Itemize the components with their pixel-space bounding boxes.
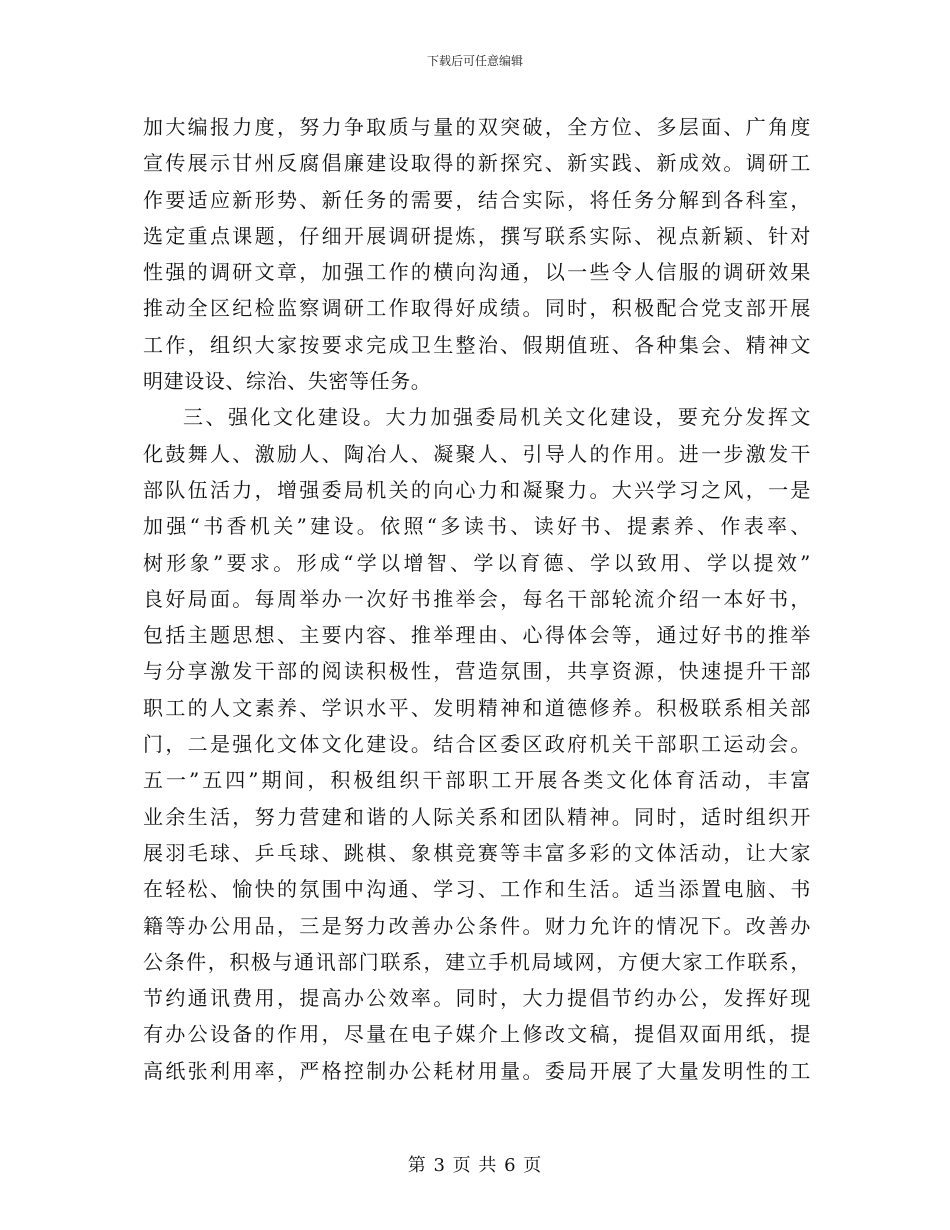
text-line: 性强的调研文章，加强工作的横向沟通，以一些令人信服的调研效果: [143, 260, 811, 285]
text-line: 加大编报力度，努力争取质与量的双突破，全方位、多层面、广角度: [143, 115, 811, 139]
text-line: 节约通讯费用，提高办公效率。同时，大力提倡节约办公，发挥好现: [143, 986, 811, 1011]
text-line: 良好局面。每周举办一次好书推举会，每名干部轮流介绍一本好书，: [143, 586, 811, 611]
text-line: 部队伍活力，增强委局机关的向心力和凝聚力。大兴学习之风，一是: [143, 477, 811, 502]
text-line: 有办公设备的作用，尽量在电子媒介上修改文稿，提倡双面用纸，提: [143, 1022, 811, 1047]
page-header: 下载后可任意编辑: [426, 54, 523, 68]
text-line: 五一”五四”期间，积极组织干部职工开展各类文化体育活动，丰富: [143, 768, 811, 793]
text-line: 门，二是强化文体文化建设。结合区委区政府机关干部职工运动会。: [143, 732, 811, 757]
page-number-footer: 第 3 页 共 6 页: [407, 1155, 543, 1176]
text-line: 籍等办公用品，三是努力改善办公条件。财力允许的情况下。改善办: [143, 913, 811, 938]
text-line: 高纸张利用率，严格控制办公耗材用量。委局开展了大量发明性的工: [143, 1058, 811, 1083]
text-line: 加强“书香机关”建设。依照“多读书、读好书、提素养、作表率、: [143, 514, 811, 539]
text-line: 作要适应新形势、新任务的需要，结合实际，将任务分解到各科室，: [143, 187, 811, 212]
text-line: 包括主题思想、主要内容、推举理由、心得体会等，通过好书的推举: [143, 623, 811, 648]
text-line: 树形象”要求。形成“学以增智、学以育德、学以致用、学以提效”: [143, 550, 811, 575]
text-line: 选定重点课题，仔细开展调研提炼，撰写联系实际、视点新颖、针对: [143, 223, 811, 248]
document-body: [143, 109, 811, 1089]
text-line: 与分享激发干部的阅读积极性，营造氛围，共享资源，快速提升干部: [143, 659, 811, 684]
text-line: 化鼓舞人、激励人、陶冶人、凝聚人、引导人的作用。进一步激发干: [143, 441, 811, 466]
text-line: 工作，组织大家按要求完成卫生整治、假期值班、各种集会、精神文: [143, 332, 811, 357]
text-line: 宣传展示甘州反腐倡廉建设取得的新探究、新实践、新成效。调研工: [143, 151, 811, 176]
text-line: 推动全区纪检监察调研工作取得好成绩。同时，积极配合党支部开展: [143, 296, 811, 321]
text-line: 在轻松、愉快的氛围中沟通、学习、工作和生活。适当添置电脑、书: [143, 877, 811, 902]
text-line: 展羽毛球、乒乓球、跳棋、象棋竞赛等丰富多彩的文体活动，让大家: [143, 840, 811, 865]
text-line: 职工的人文素养、学识水平、发明精神和道德修养。积极联系相关部: [143, 695, 811, 720]
text-line: 公条件，积极与通讯部门联系，建立手机局域网，方便大家工作联系，: [143, 949, 811, 974]
text-line: 业余生活，努力营建和谐的人际关系和团队精神。同时，适时组织开: [143, 804, 811, 829]
paragraph-first-line: 三、强化文化建设。大力加强委局机关文化建设，要充分发挥文: [183, 405, 811, 430]
text-line: 明建设设、综治、失密等任务。: [143, 369, 432, 394]
